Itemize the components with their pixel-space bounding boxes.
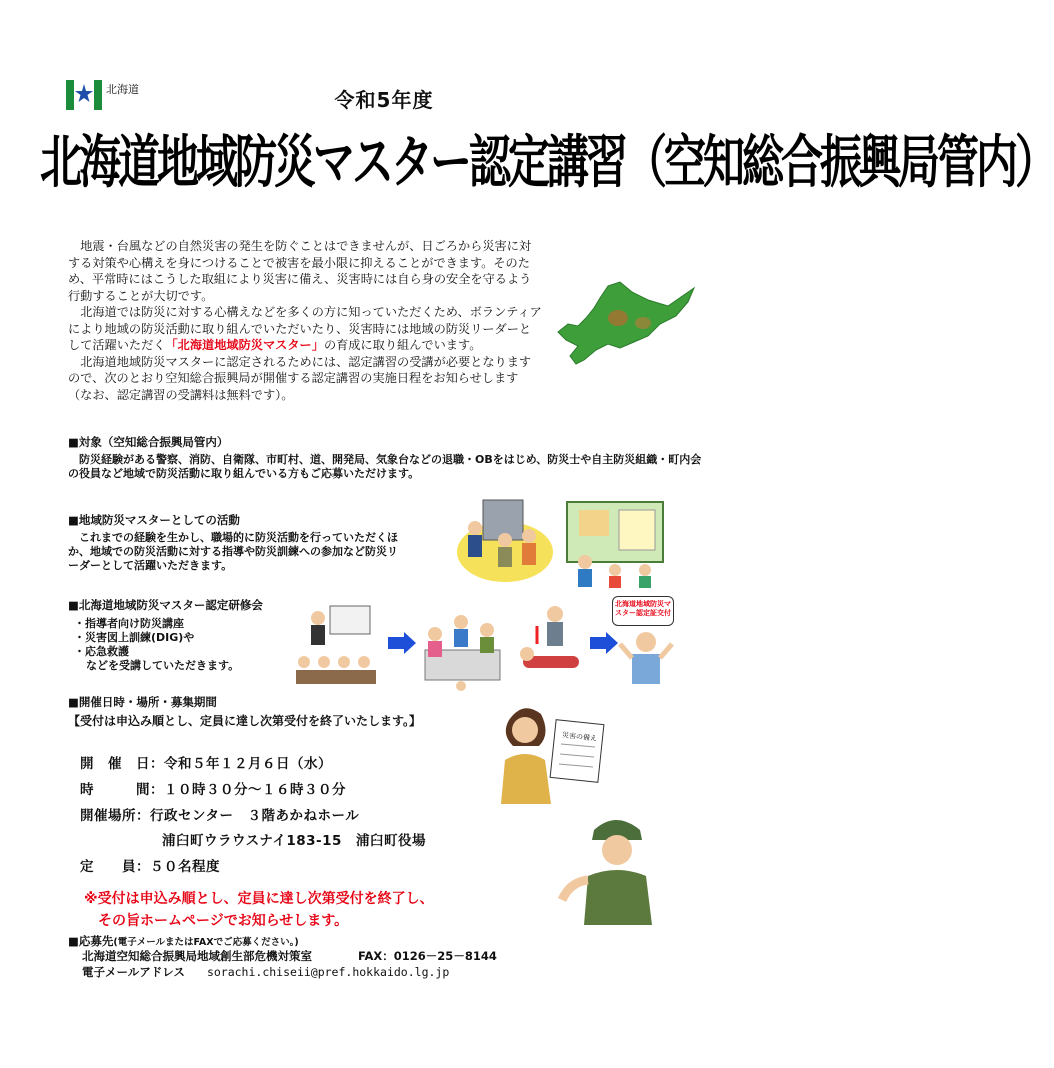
section-training	[68, 597, 308, 673]
section-target	[68, 434, 708, 481]
contact-email[interactable]: sorachi.chiseii@pref.hokkaido.lg.jp	[206, 965, 450, 979]
red-notice-line-2: その旨ホームページでお知らせします。	[98, 913, 349, 929]
intro-p2-highlight: 「北海道地域防災マスター」	[165, 338, 324, 352]
schedule-time	[80, 778, 346, 798]
helmet-man-illustration	[560, 810, 670, 925]
intro-paragraph-1: 地震・台風などの自然災害の発生を防ぐことはできませんが、日ごろから災害に対する対策や心構えを身につけることで被害を最小限に抑えることができます。そのため、平常時にはこうした取組により災害に備え、災害時には自ら身の安全を守るよう行動することが大切です。	[68, 239, 532, 303]
schedule-place	[80, 804, 359, 824]
flow-arrow-icon-2	[590, 632, 618, 654]
place-value: 行政センター ３階あかねホール	[150, 808, 360, 824]
schedule-notice: 【受付は申込み順とし、定員に達し次第受付を終了いたします。】	[68, 714, 422, 728]
section-target-heading: ■対象（空知総合振興局管内）	[68, 435, 229, 449]
contact-org: 北海道空知総合振興局地域創生部危機対策室	[82, 949, 312, 963]
capacity-value: ５０名程度	[150, 859, 220, 875]
fiscal-year: 令和5年度	[334, 88, 434, 112]
logo-text: 北海道	[106, 83, 139, 96]
training-item-1: ・指導者向け防災講座	[74, 617, 184, 630]
contact-heading: ■応募先	[68, 934, 114, 948]
schedule-date	[80, 752, 332, 772]
training-item-3: ・応急救護	[74, 645, 129, 658]
section-activity	[68, 512, 398, 573]
intro-paragraph-3: 北海道地域防災マスターに認定されるためには、認定講習の受講が必要となりますので、次のとおり空知総合振興局が開催する認定講習の実施日程をお知らせします（なお、認定講習の受講料は無料です）。	[68, 354, 532, 402]
lecture-illustration	[290, 600, 380, 690]
intro-p2-text: 北海道では防災に対する心構えなどを多くの方に知っていただくため、ボランティアにより地域の防災活動に取り組んでいただいたり、災害時には地域の防災リーダーとして活躍いただく	[68, 305, 542, 352]
section-training-heading: ■北海道地域防災マスター認定研修会	[68, 598, 263, 612]
section-contact	[68, 930, 628, 949]
hokkaido-map-illustration	[548, 278, 698, 368]
capacity-label: 定 員：	[80, 859, 150, 875]
flow-arrow-icon	[388, 632, 416, 654]
section-schedule-heading: ■開催日時・場所・募集期間	[68, 695, 217, 709]
intro-paragraph-2	[68, 304, 542, 354]
training-item-2: ・災害図上訓練(DIG)や	[74, 631, 195, 644]
section-activity-body: これまでの経験を生かし、職場的に防災活動を行っていただくほか、地域での防災活動に対する指導や防災訓練への参加など防災リーダーとして活躍いただきます。	[68, 531, 398, 572]
dig-training-illustration	[415, 600, 510, 692]
time-value: １０時３０分～１６時３０分	[164, 782, 346, 798]
woman-with-paper-illustration	[495, 700, 615, 805]
page-title: 北海道地域防災マスター認定講習（空知総合振興局管内）	[40, 128, 1054, 195]
schedule-address: 浦臼町ウラウスナイ183-15 浦臼町役場	[162, 833, 426, 849]
intro-text	[68, 238, 542, 403]
first-aid-illustration	[515, 600, 585, 680]
certified-person-illustration	[616, 628, 676, 686]
section-activity-heading: ■地域防災マスターとしての活動	[68, 513, 240, 527]
schedule-capacity	[80, 855, 220, 875]
place-label: 開催場所：	[80, 808, 150, 824]
section-target-body: 防災経験がある警察、消防、自衛隊、市町村、道、開発局、気象台などの退職・OBをはじめ、防災士や自主防災組織・町内会の役員など地域で防災活動に取り組んでいる方もご応募いただけます。	[68, 453, 702, 480]
time-label: 時 間：	[80, 782, 164, 798]
disaster-relief-illustration	[455, 490, 555, 585]
contact-email-line	[82, 964, 497, 980]
date-value: 令和５年１２月６日（水）	[164, 756, 332, 772]
community-meeting-illustration	[565, 500, 665, 590]
red-notice-line-1: ※受付は申込み順とし、定員に達し次第受付を終了し、	[84, 891, 434, 907]
certificate-badge: 北海道地域防災マスター認定証交付	[612, 596, 674, 626]
intro-p2-tail: の育成に取り組んでいます。	[323, 338, 482, 352]
contact-email-label: 電子メールアドレス	[82, 965, 185, 979]
date-label: 開 催 日：	[80, 756, 164, 772]
section-schedule	[68, 694, 508, 728]
red-notice	[84, 888, 434, 932]
training-tail: などを受講していただきます。	[86, 659, 240, 672]
contact-details	[82, 948, 497, 980]
contact-org-line	[82, 948, 497, 964]
contact-fax: FAX：0126－25－8144	[358, 949, 497, 963]
contact-heading-note: (電子メールまたはFAXでご応募ください。)	[113, 937, 299, 948]
paper-label: 災害の備え	[561, 731, 598, 743]
